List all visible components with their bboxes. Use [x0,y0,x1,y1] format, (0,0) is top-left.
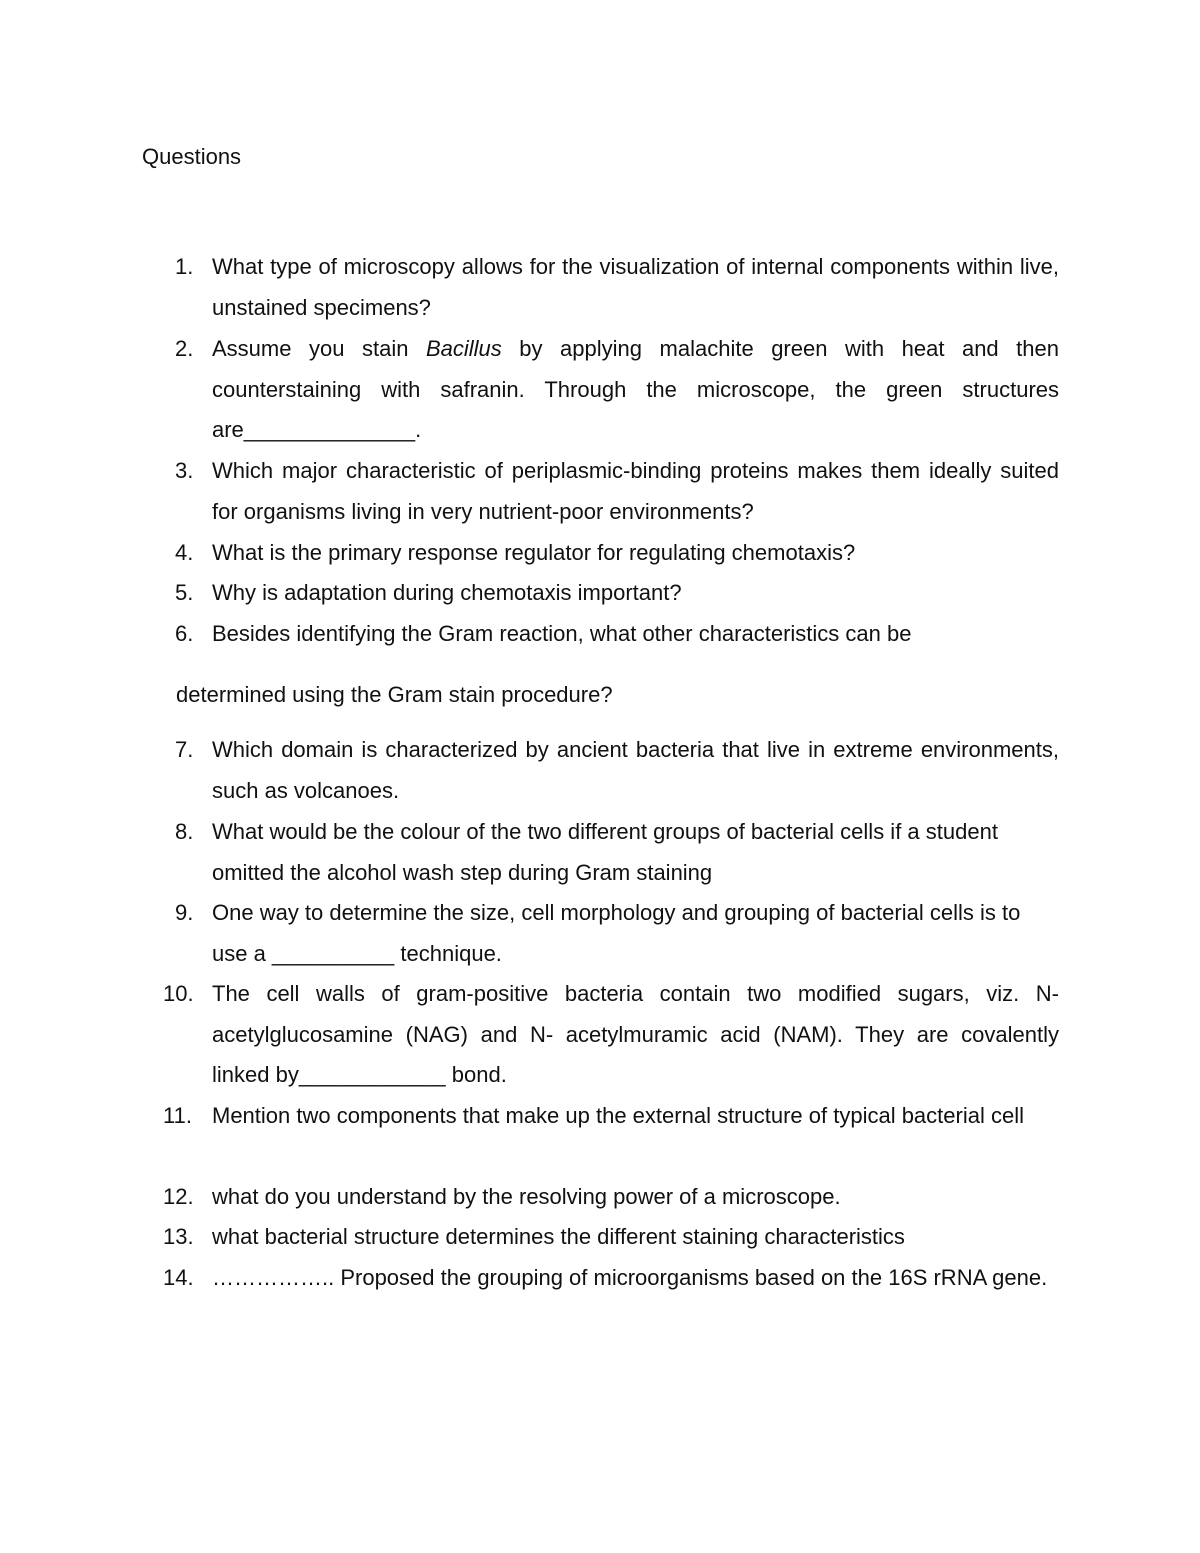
page-heading: Questions [142,144,242,169]
question-text: Why is adaptation during chemotaxis important? [212,580,682,605]
question-text: Which domain is characterized by ancient bacteria that live in extreme environments, such as volcanoes. [212,737,1059,803]
question-continuation: determined using the Gram stain procedure? [176,682,613,707]
genus-name-italic: Bacillus [425,336,502,361]
question-number: 2. [175,336,194,361]
question-number: 10. [163,981,194,1006]
question-number: 5. [175,580,194,605]
question-text: Mention two components that make up the external structure of typical bacterial cell [212,1103,1024,1128]
question-text: Which major characteristic of periplasmic-binding proteins makes them ideally suited for organisms living in very nutrient-poor environments? [212,458,1059,524]
question-number: 8. [175,819,194,844]
question-number: 3. [175,458,194,483]
question-text: what bacterial structure determines the different staining characteristics [212,1224,905,1249]
question-number: 12. [163,1184,194,1209]
question-text: What is the primary response regulator for regulating chemotaxis? [212,540,856,565]
question-text: Besides identifying the Gram reaction, what other characteristics can be [212,621,912,646]
question-number: 6. [175,621,194,646]
question-text: Assume you stain Bacillus by applying malachite green with heat and then counterstaining with safranin. Through the microscope, the green structures are______________. [212,336,1059,443]
question-number: 13. [163,1224,194,1249]
question-text: One way to determine the size, cell morphology and grouping of bacterial cells is to use a __________ technique. [212,900,1021,966]
question-text: what do you understand by the resolving power of a microscope. [212,1184,841,1209]
question-number: 4. [175,540,194,565]
question-number: 9. [175,900,194,925]
question-text: What would be the colour of the two different groups of bacterial cells if a student omitted the alcohol wash step during Gram staining [212,819,998,885]
question-text: What type of microscopy allows for the visualization of internal components within live, unstained specimens? [212,254,1059,320]
question-text: The cell walls of gram-positive bacteria contain two modified sugars, viz. N-acetylglucosamine (NAG) and N- acetylmuramic acid (NAM). They are covalently linked by____________ bond. [212,981,1059,1088]
question-number: 1. [175,254,194,279]
question-text: …………….. Proposed the grouping of microorganisms based on the 16S rRNA gene. [212,1265,1048,1290]
question-number: 11. [163,1103,192,1128]
question-number: 7. [175,737,194,762]
question-number: 14. [163,1265,194,1290]
